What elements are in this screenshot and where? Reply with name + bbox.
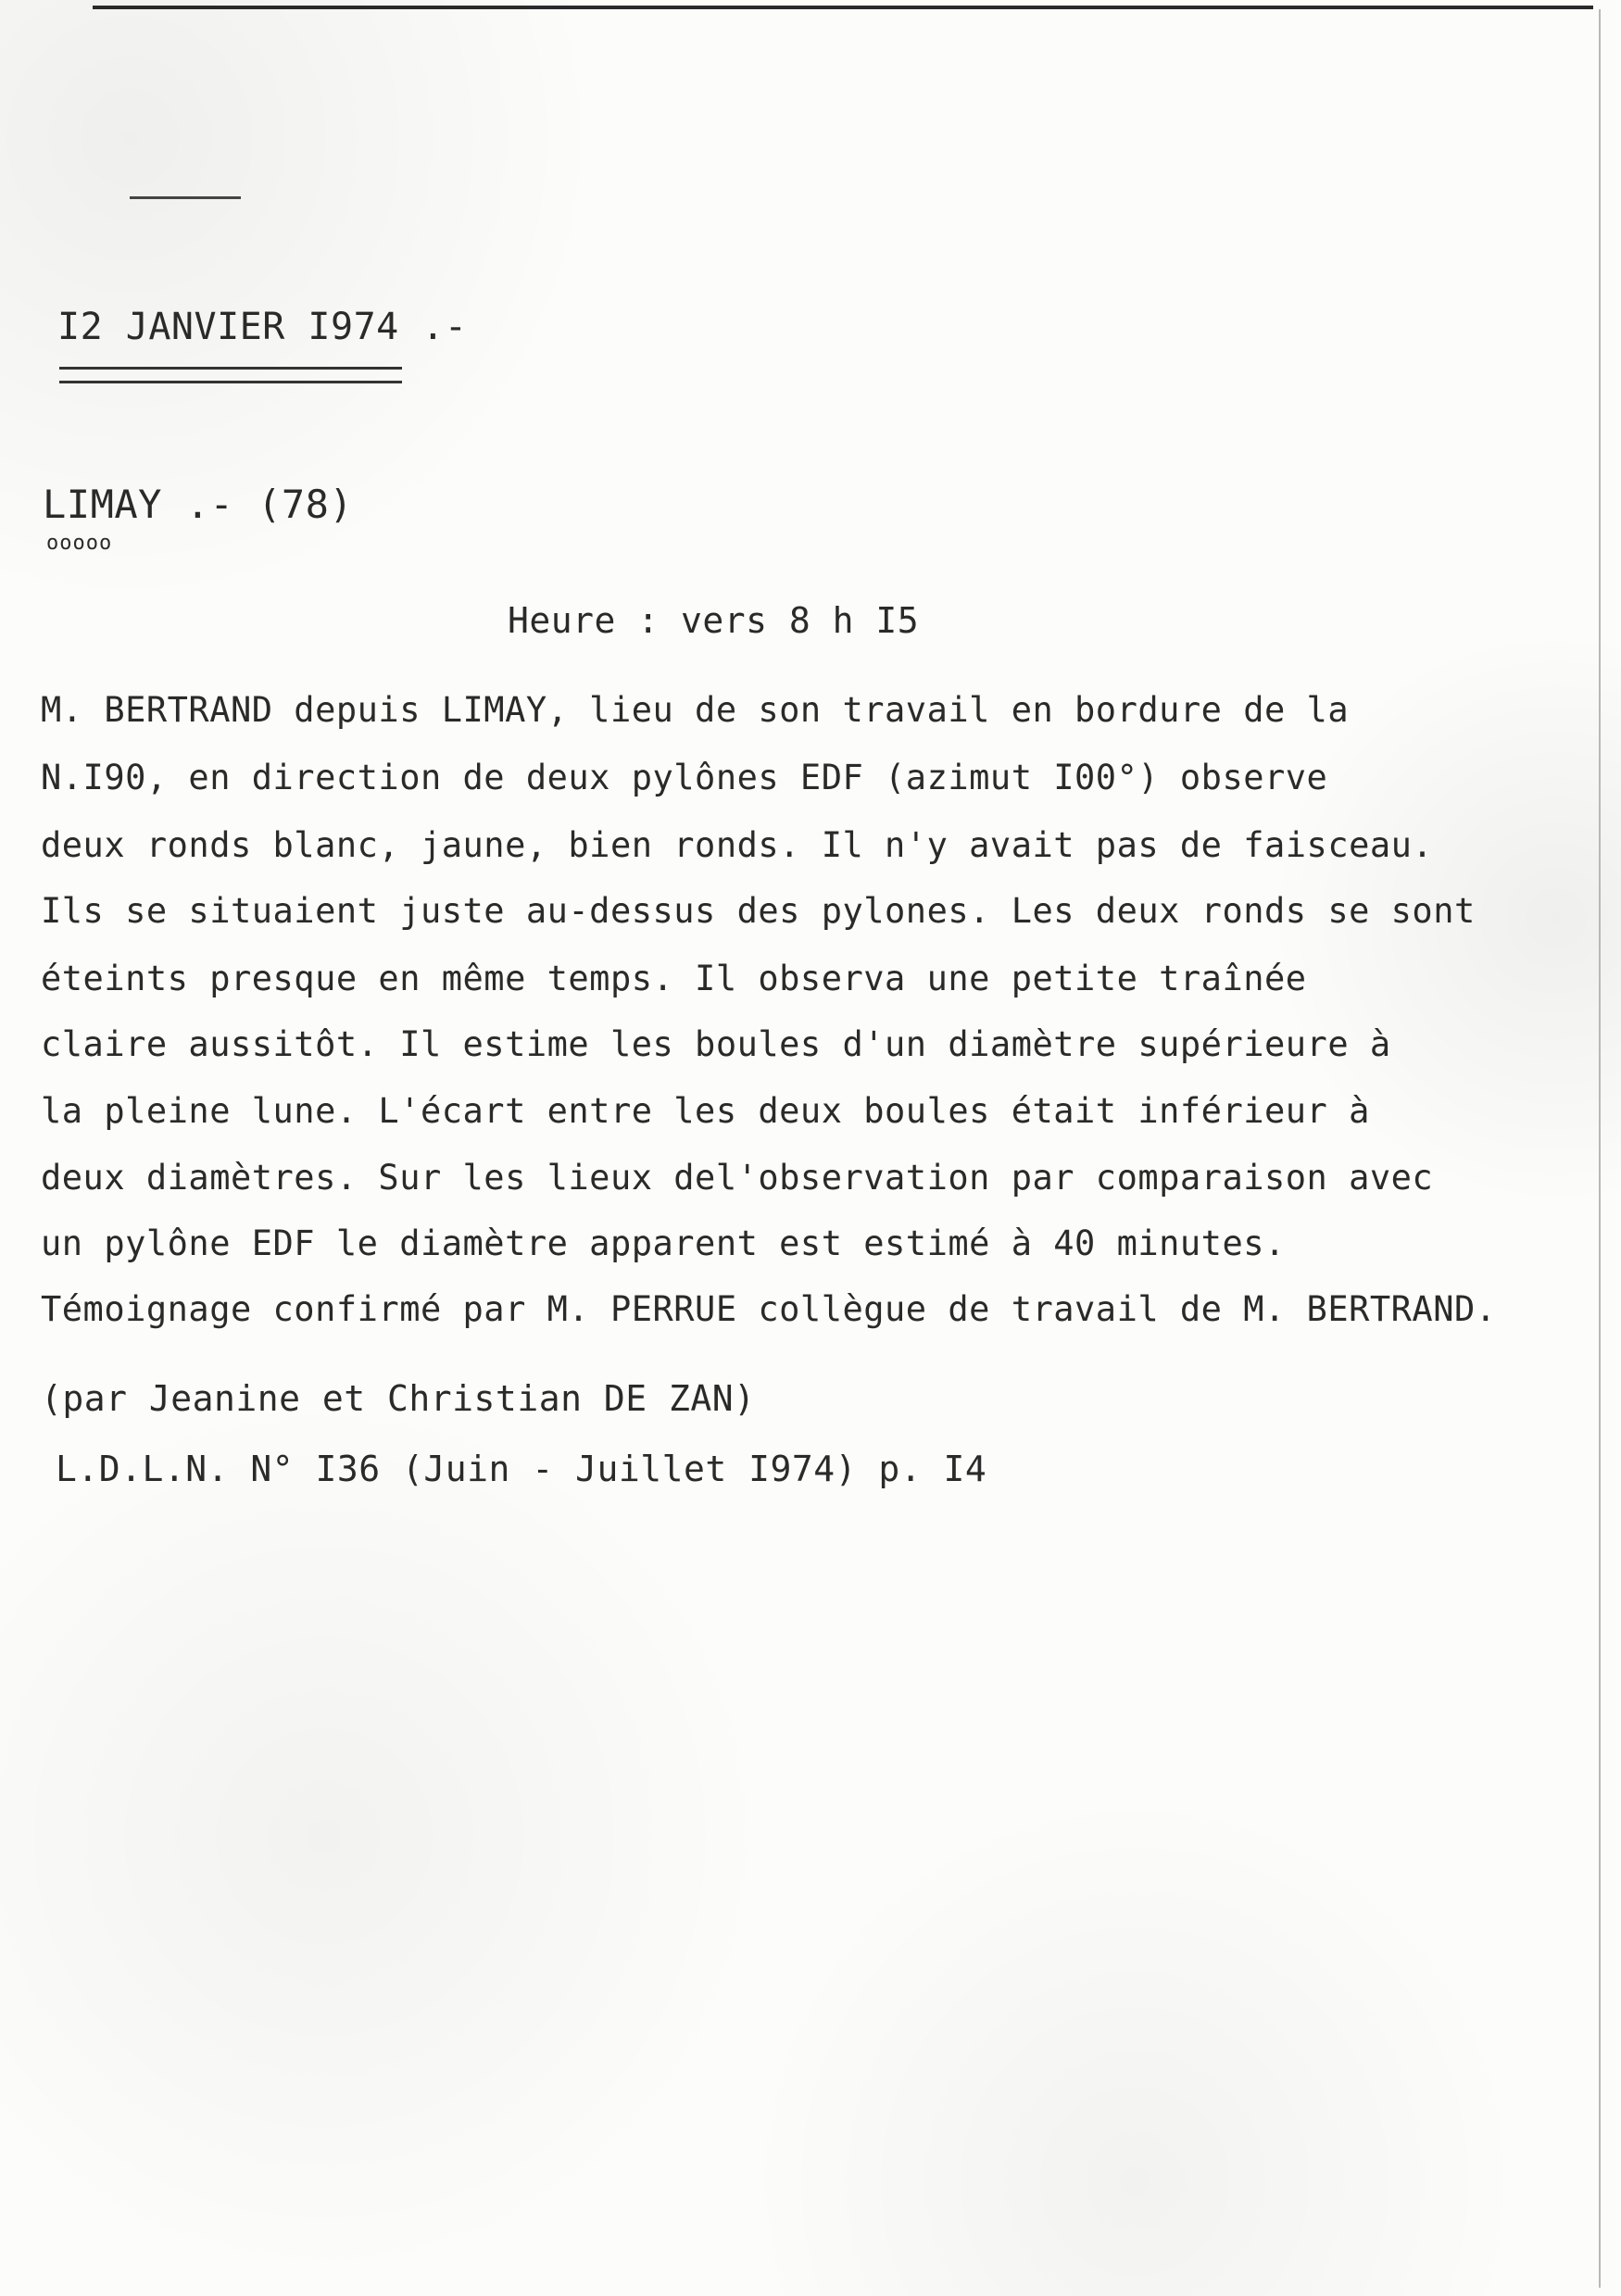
body-line: M. BERTRAND depuis LIMAY, lieu de son travail en bordure de la [41,690,1350,730]
report-date: I2 JANVIER I974 .- [57,306,468,348]
report-time: Heure : vers 8 h I5 [508,600,920,641]
body-line: claire aussitôt. Il estime les boules d'un diamètre supérieure à [41,1024,1391,1064]
body-line: éteints presque en même temps. Il observa une petite traînée [41,959,1307,998]
body-line: deux diamètres. Sur les lieux del'observation par comparaison avec [41,1158,1434,1198]
body-line: deux ronds blanc, jaune, bien ronds. Il n'y avait pas de faisceau. [41,825,1434,865]
right-page-edge [1599,9,1601,2288]
source-reference: L.D.L.N. N° I36 (Juin - Juillet I974) p. I4 [56,1449,987,1489]
body-line: Ils se situaient juste au-dessus des pylones. Les deux ronds se sont [41,891,1476,931]
location-underline: ooooo [46,532,113,555]
body-line: N.I90, en direction de deux pylônes EDF (azimut I00°) observe [41,758,1328,797]
top-border-line [93,6,1593,9]
body-line: un pylône EDF le diamètre apparent est estimé à 40 minutes. [41,1223,1286,1263]
date-double-underline [59,367,402,383]
short-header-mark [130,196,241,199]
body-line: la pleine lune. L'écart entre les deux boules était inférieur à [41,1091,1370,1131]
attribution: (par Jeanine et Christian DE ZAN) [41,1378,756,1419]
report-location: LIMAY .- (78) [43,482,354,527]
body-line: Témoignage confirmé par M. PERRUE collègue de travail de M. BERTRAND. [41,1289,1497,1329]
